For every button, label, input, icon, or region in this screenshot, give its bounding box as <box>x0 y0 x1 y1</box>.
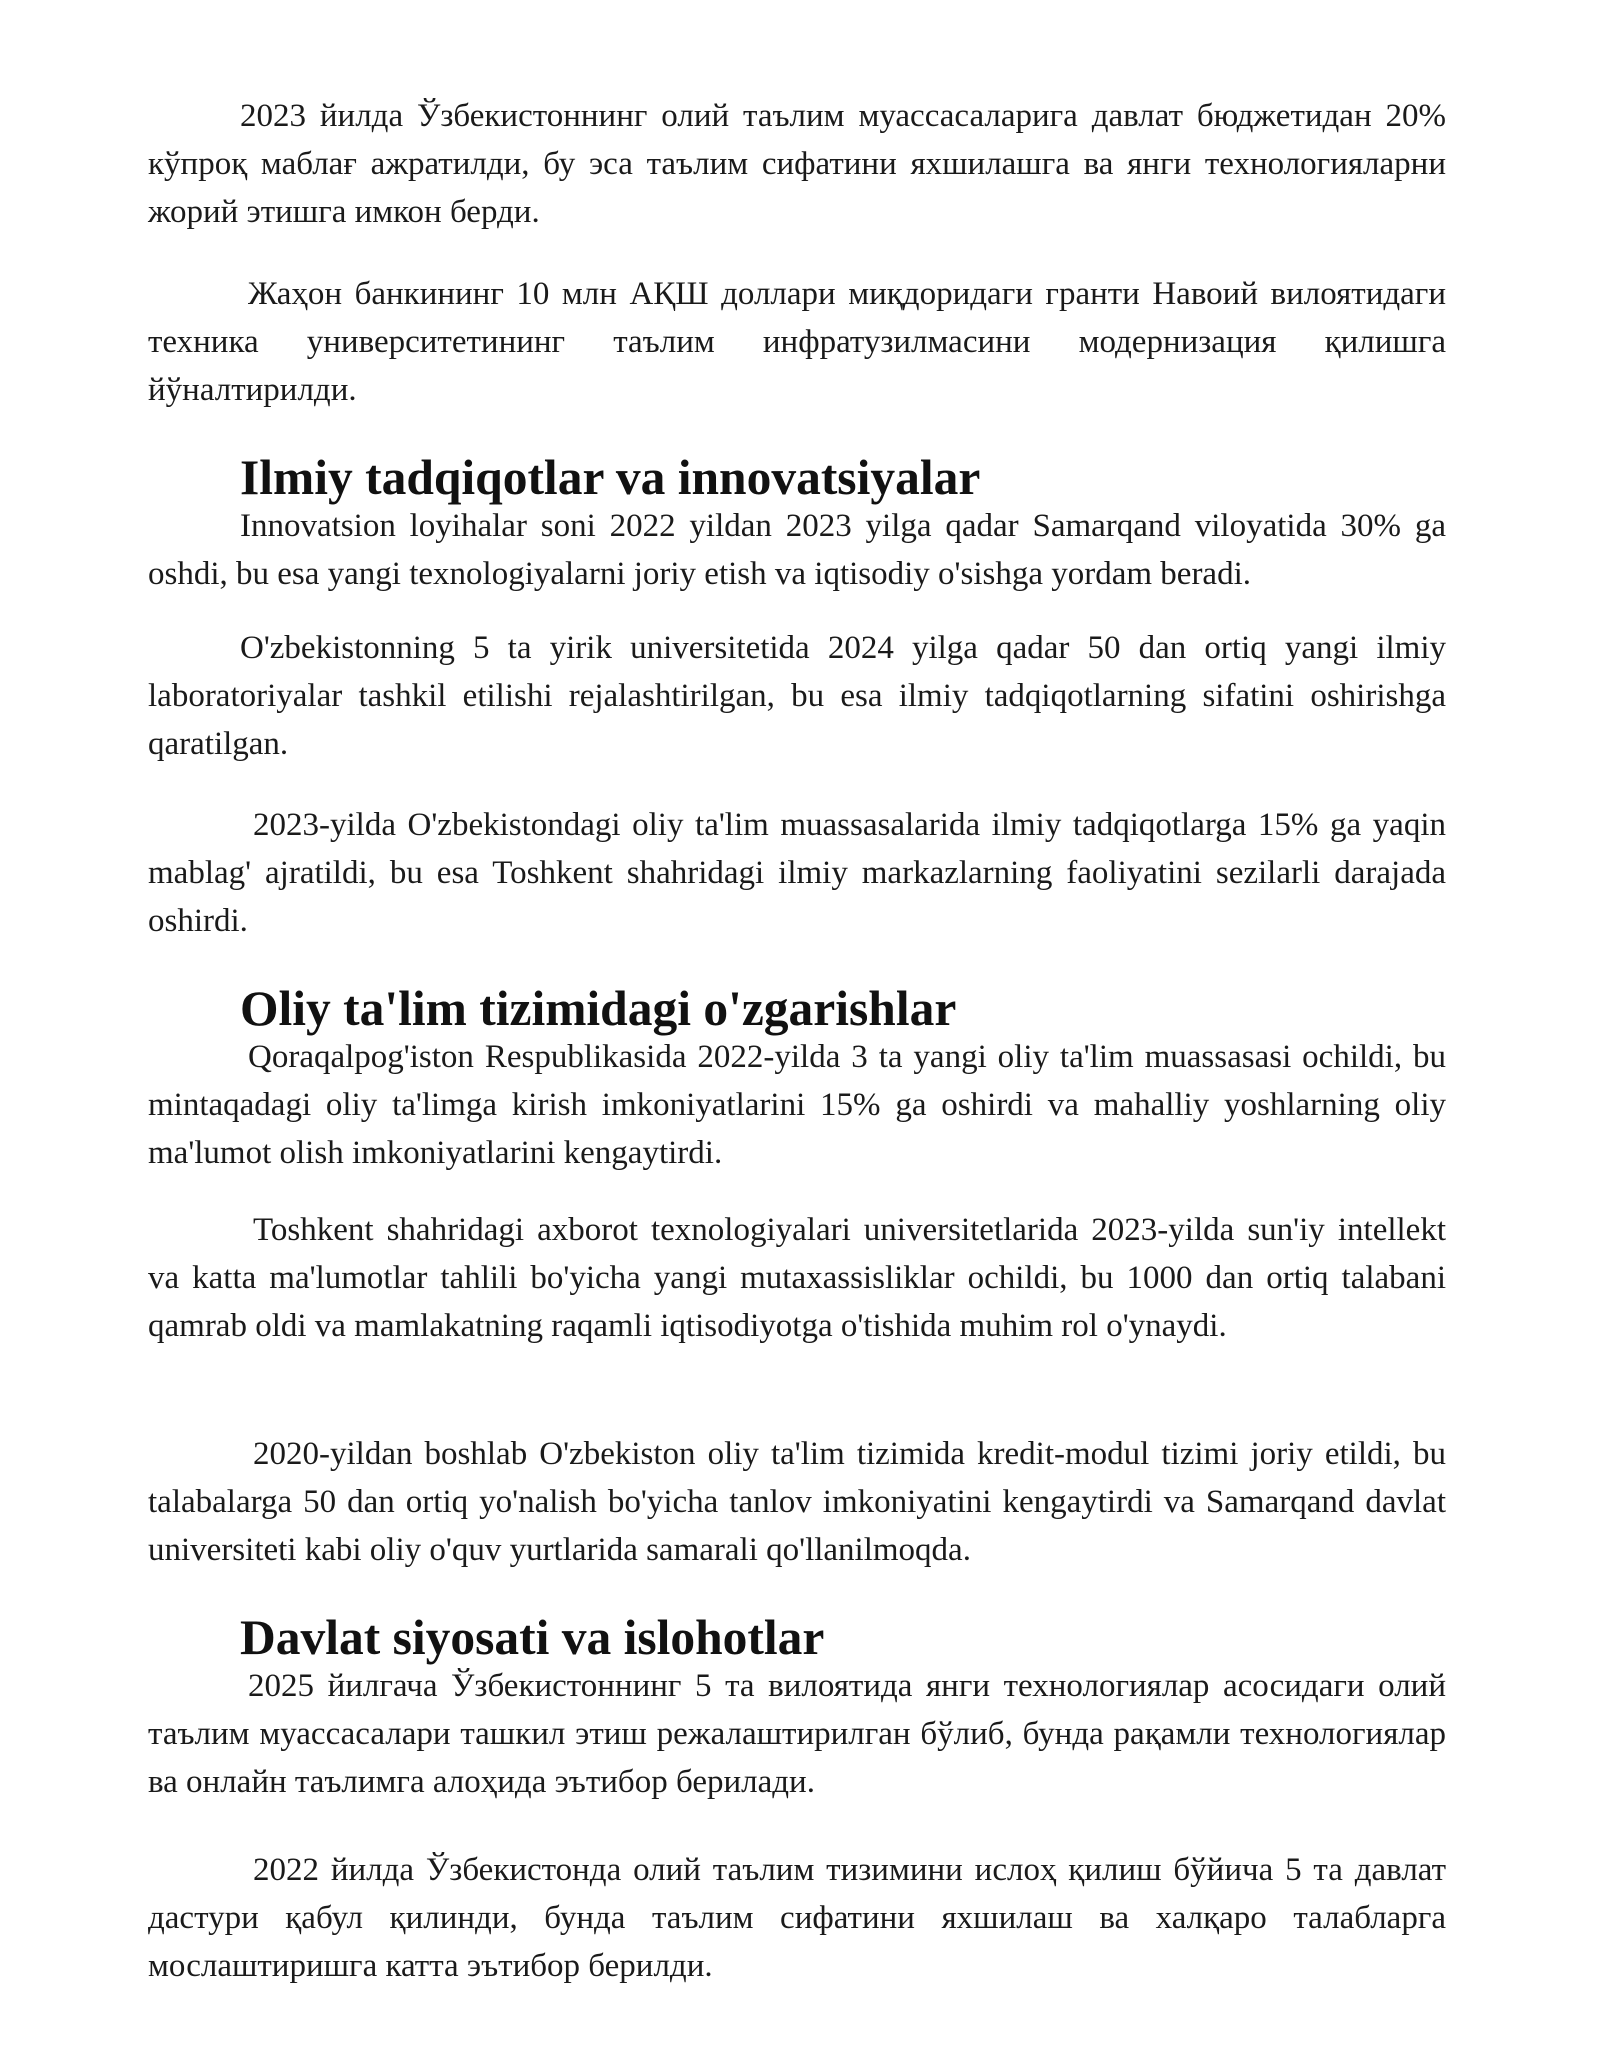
paragraph-text: 2023-yilda O'zbekistondagi oliy ta'lim muassasalarida ilmiy tadqiqotlarga 15% ga yaqin mablag' ajratildi, bu esa Toshkent shahridagi ilmiy markazlarning faoliyatini sezilarli darajada oshirdi. <box>148 807 1446 939</box>
section-heading: Oliy ta'lim tizimidagi o'zgarishlar <box>240 981 957 1036</box>
research-paragraph-3 <box>148 801 1446 945</box>
paragraph-text: 2020-yildan boshlab O'zbekiston oliy ta'lim tizimida kredit-modul tizimi joriy etildi, bu talabalarga 50 dan ortiq yo'nalish bo'yicha tanlov imkoniyatini kengaytirdi va Samarqand davlat universiteti kabi oliy o'quv yurtlarida samarali qo'llanilmoqda. <box>148 1436 1446 1568</box>
higher-ed-paragraph-3 <box>148 1430 1446 1574</box>
intro-paragraph-2 <box>148 270 1446 414</box>
section-research <box>148 450 1446 598</box>
intro-paragraph-1 <box>148 92 1446 236</box>
paragraph-text: 2025 йилгача Ўзбекистоннинг 5 та вилоятида янги технологиялар асосидаги олий таълим муассасалари ташкил этиш режалаштирилган бўлиб, бунда рақамли технологиялар ва онлайн таълимга алоҳида эътибор берилади. <box>148 1668 1446 1800</box>
higher-ed-paragraph-2 <box>148 1206 1446 1350</box>
paragraph-text: Qoraqalpog'iston Respublikasida 2022-yilda 3 ta yangi oliy ta'lim muassasasi ochildi, bu mintaqadagi oliy ta'limga kirish imkoniyatlarini 15% ga oshirdi va mahalliy yoshlarning oliy ma'lumot olish imkoniyatlarini kengaytirdi. <box>148 1039 1446 1171</box>
research-paragraph-2 <box>148 624 1446 768</box>
paragraph-text: Innovatsion loyihalar soni 2022 yildan 2023 yilga qadar Samarqand viloyatida 30% ga oshdi, bu esa yangi texnologiyalarni joriy etish va iqtisodiy o'sishga yordam beradi. <box>148 508 1446 592</box>
paragraph-text: Жаҳон банкининг 10 млн АҚШ доллари миқдоридаги гранти Навоий вилоятидаги техника университетининг таълим инфратузилмасини модернизация қилишга йўналтирилди. <box>148 276 1446 408</box>
section-policy <box>148 1610 1446 1806</box>
section-higher-ed <box>148 981 1446 1177</box>
section-heading: Ilmiy tadqiqotlar va innovatsiyalar <box>240 450 981 505</box>
section-heading: Davlat siyosati va islohotlar <box>240 1610 825 1665</box>
paragraph-text: 2023 йилда Ўзбекистоннинг олий таълим муассасаларига давлат бюджетидан 20% кўпроқ маблағ ажратилди, бу эса таълим сифатини яхшилашга ва янги технологияларни жорий этишга имкон берди. <box>148 98 1446 230</box>
paragraph-text: Toshkent shahridagi axborot texnologiyalari universitetlarida 2023-yilda sun'iy intellekt va katta ma'lumotlar tahlili bo'yicha yangi mutaxassisliklar ochildi, bu 1000 dan ortiq talabani qamrab oldi va mamlakatning raqamli iqtisodiyotga o'tishida muhim rol o'ynaydi. <box>148 1212 1446 1344</box>
policy-paragraph-2 <box>148 1846 1446 1990</box>
paragraph-text: O'zbekistonning 5 ta yirik universitetida 2024 yilga qadar 50 dan ortiq yangi ilmiy laboratoriyalar tashkil etilishi rejalashtirilgan, bu esa ilmiy tadqiqotlarning sifatini oshirishga qaratilgan. <box>148 630 1446 762</box>
paragraph-text: 2022 йилда Ўзбекистонда олий таълим тизимини ислоҳ қилиш бўйича 5 та давлат дастури қабул қилинди, бунда таълим сифатини яхшилаш ва халқаро талабларга мослаштиришга катта эътибор берилди. <box>148 1852 1446 1984</box>
